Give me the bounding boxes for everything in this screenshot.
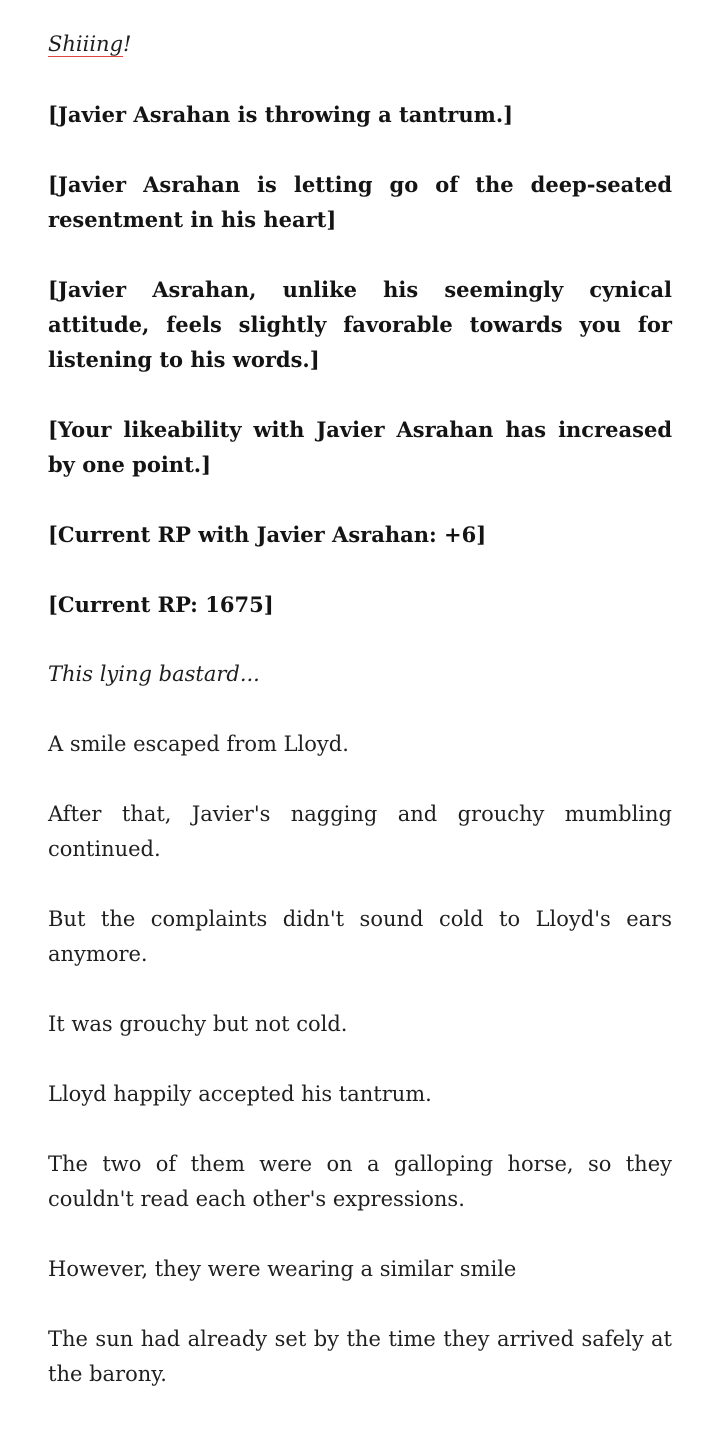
narrative-paragraph: The two of them were on a galloping horse, so they couldn't read each other's expressions. <box>48 1152 672 1211</box>
exclamation-mark: ! <box>123 32 132 56</box>
narrative-paragraph: After that, Javier's nagging and grouchy mumbling continued. <box>48 802 672 861</box>
system-message: [Javier Asrahan is throwing a tantrum.] <box>48 102 514 127</box>
system-message: [Current RP with Javier Asrahan: +6] <box>48 522 487 547</box>
system-message: [Your likeability with Javier Asrahan has increased by one point.] <box>48 417 672 477</box>
chapter-content <box>48 27 672 1392</box>
spellcheck-underlined-word: Shiiing <box>48 32 124 56</box>
narrative-paragraph: But the complaints didn't sound cold to Lloyd's ears anymore. <box>48 907 672 966</box>
system-message: [Javier Asrahan is letting go of the deep-seated resentment in his heart] <box>48 172 672 232</box>
narrative-paragraph: It was grouchy but not cold. <box>48 1012 348 1036</box>
narrative-paragraph: Lloyd happily accepted his tantrum. <box>48 1082 432 1106</box>
narrative-paragraph: However, they were wearing a similar smile <box>48 1257 517 1281</box>
sound-effect-paragraph <box>48 27 672 62</box>
narrative-paragraph: A smile escaped from Lloyd. <box>48 732 349 756</box>
narrative-paragraph: The sun had already set by the time they arrived safely at the barony. <box>48 1327 672 1386</box>
system-message: [Javier Asrahan, unlike his seemingly cynical attitude, feels slightly favorable towards you for listening to his words.] <box>48 277 672 372</box>
system-message: [Current RP: 1675] <box>48 592 274 617</box>
inner-thought-paragraph: This lying bastard... <box>48 662 260 686</box>
